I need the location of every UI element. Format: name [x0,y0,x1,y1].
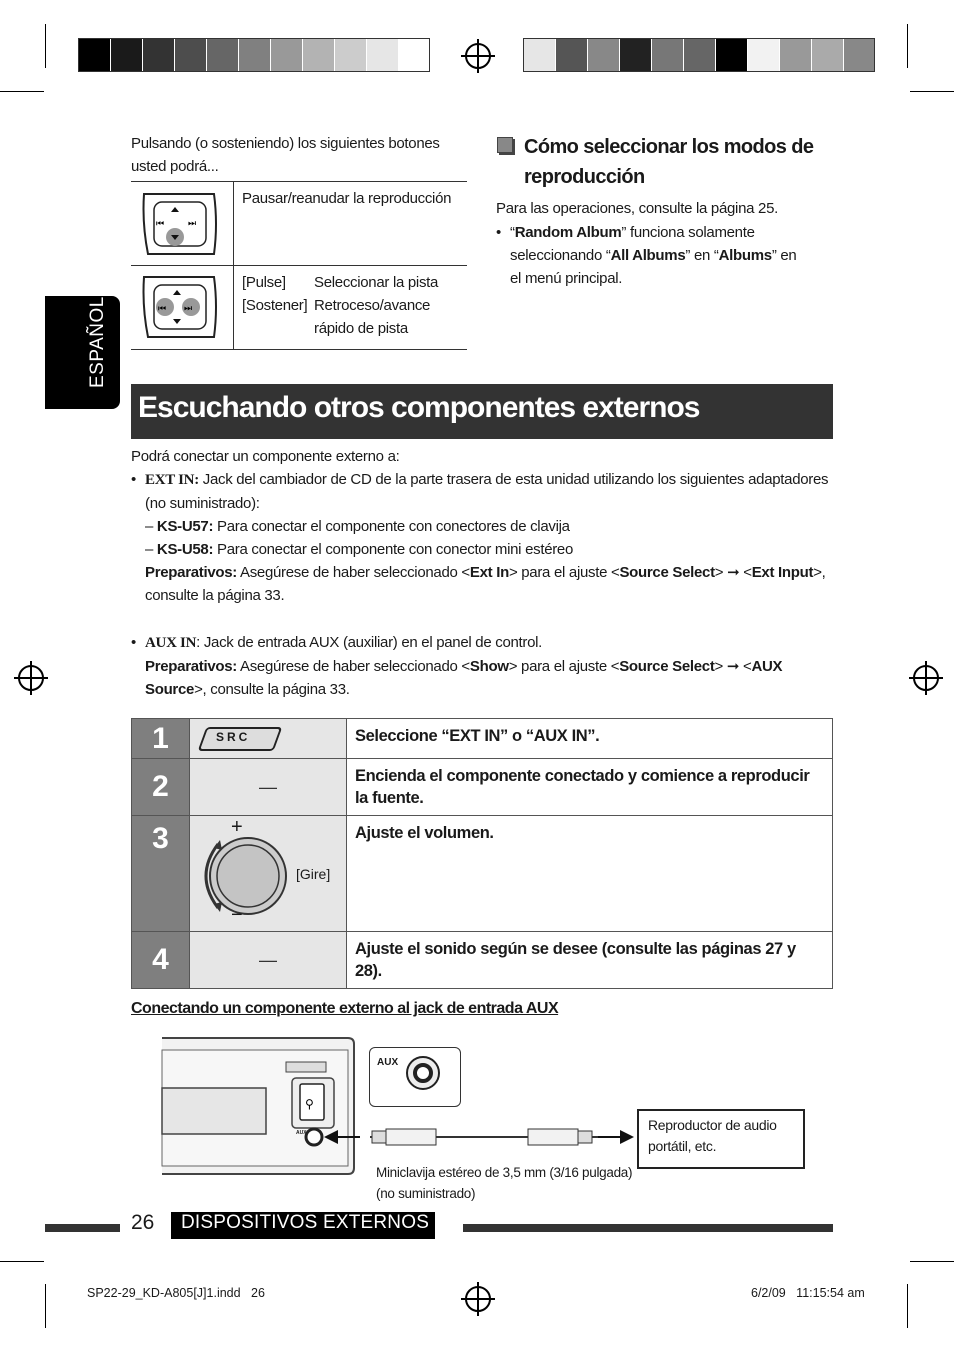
step-text: Ajuste el volumen. [347,816,833,932]
page-number: 26 [131,1211,155,1234]
registration-mark-icon [465,1286,491,1312]
step-number: 3 [132,816,190,932]
no-icon-dash: — [259,776,277,797]
play-modes-title: Cómo seleccionar los modos de reproducción [524,136,814,188]
volume-plus: + [231,816,243,838]
section-square-icon [497,137,513,153]
steps-table [131,718,833,989]
small-aux-label: AUX [296,1130,307,1136]
portable-player-label: Reproductor de audio portátil, etc. [648,1117,777,1154]
aux-jack-icon [406,1056,440,1090]
volume-knob-icon[interactable] [200,822,290,928]
grayscale-bar-right [523,38,875,72]
body-text: Podrá conectar un componente externo a: • EXT IN: Jack del cambiador de CD de la parte trasera de esta unidad utilizando los siguientes adaptadores (no suministrado): – KS-U57: Para conectar el componente con conectores de clavija – KS-U58: Para conectar el componente con conector mini estéreo Preparativos: Asegúrese de haber seleccionado <Ext In> para el ajuste <Source Select> ➞ <Ext Input>, consulte la página 33. • AUX IN: Jack de entrada AUX (auxiliar) en el panel de control. Preparativos: Asegúrese de haber seleccionado <Show> para el ajuste <Source Select> ➞ <AUX Source>, consulte la página 33. [131,445,831,701]
play-modes-ref: Para las operaciones, consulte la página 25. [496,200,778,217]
step-number: 2 [132,759,190,816]
src-label: SRC [216,730,251,744]
registration-mark-icon [465,43,491,69]
control-pad-down-icon [140,190,218,258]
usb-icon: ⚲ [305,1097,314,1111]
pulse-text: Seleccionar la pista [314,274,439,291]
svg-text:⏭: ⏭ [188,219,197,229]
language-tab-label: ESPAÑOL [87,296,108,388]
volume-minus: − [231,904,243,926]
registration-mark-icon [913,665,939,691]
aux-section-title: Conectando un componente externo al jack de entrada AUX [131,1000,559,1017]
hold-text: Retroceso/avance rápido de pista [314,297,431,337]
intro-text: Pulsando (o sosteniendo) los siguientes botones usted podrá... [131,135,440,175]
grayscale-bar-left [78,38,430,72]
step-number: 1 [132,719,190,759]
footer-bar-left [45,1224,120,1232]
footer-section-label: DISPOSITIVOS EXTERNOS [181,1212,430,1233]
step-text: Ajuste el sonido según se desee (consulte las páginas 27 y 28). [347,932,833,989]
svg-text:⏮: ⏮ [156,219,165,229]
turn-label: [Gire] [296,866,331,882]
no-icon-dash: — [259,949,277,970]
step-text: Seleccione “EXT IN” o “AUX IN”. [347,719,833,759]
step-text: Encienda el componente conectado y comience a reproducir la fuente. [347,759,833,816]
step-number: 4 [132,932,190,989]
footer-file: SP22-29_KD-A805[J]1.indd 26 [87,1286,265,1300]
aux-jack-label: AUX [377,1057,399,1068]
svg-text:⏭: ⏭ [184,304,193,314]
pulse-label: [Pulse] [242,274,286,291]
cable-caption: Miniclavija estéreo de 3,5 mm (3/16 pulgada) (no suministrado) [376,1165,633,1201]
footer-date: 6/2/09 11:15:54 am [751,1286,865,1300]
registration-mark-icon [18,665,44,691]
button-table [131,181,467,350]
connect-intro: Podrá conectar un componente externo a: [131,448,400,465]
play-modes-bullet: • “Random Album” funciona solamente seleccionando “All Albums” en “Albums” en el menú principal. [496,224,797,287]
footer-bar-right [463,1224,833,1232]
control-pad-left-right-icon [140,273,218,341]
svg-text:⏮: ⏮ [158,304,167,314]
pause-resume-text: Pausar/reanudar la reproducción [242,190,452,207]
section-title: Escuchando otros componentes externos [138,391,700,424]
hold-label: [Sostener] [242,297,308,314]
